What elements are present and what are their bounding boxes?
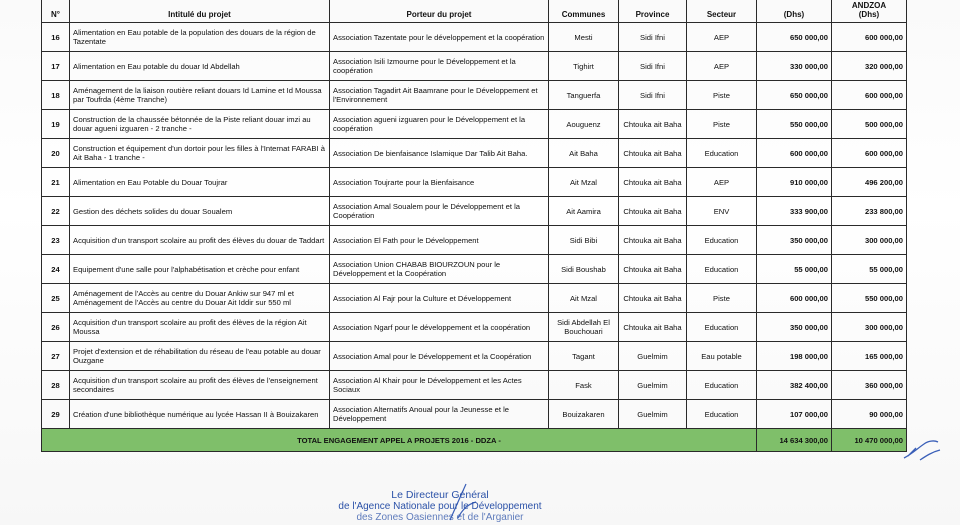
total-label: TOTAL ENGAGEMENT APPEL A PROJETS 2016 - DDZA - <box>42 429 757 452</box>
row-title: Projet d'extension et de réhabilitation du réseau de l'eau potable au douar Ouzgane <box>70 342 330 371</box>
row-province: Chtouka ait Baha <box>619 139 687 168</box>
header-cost: (Dhs) <box>757 0 832 23</box>
row-number: 20 <box>42 139 70 168</box>
row-sector: Eau potable <box>687 342 757 371</box>
row-title: Alimentation en Eau potable du douar Id Abdellah <box>70 52 330 81</box>
table-row <box>42 168 907 197</box>
row-title: Gestion des déchets solides du douar Soualem <box>70 197 330 226</box>
row-commune: Mesti <box>549 23 619 52</box>
table-row <box>42 52 907 81</box>
row-commune: Ait Mzal <box>549 168 619 197</box>
row-province: Sidi Ifni <box>619 52 687 81</box>
table-row <box>42 110 907 139</box>
row-province: Guelmim <box>619 400 687 429</box>
header-support-line1: ANDZOA <box>851 1 887 10</box>
row-commune: Sidi Abdellah El Bouchouari <box>549 313 619 342</box>
row-number: 16 <box>42 23 70 52</box>
initial-signature-mark <box>902 436 942 462</box>
row-number: 23 <box>42 226 70 255</box>
header-support <box>832 0 907 23</box>
row-title: Construction de la chaussée bétonnée de la Piste reliant douar imzi au douar agueni izguaren - 2 tranche - <box>70 110 330 139</box>
row-number: 28 <box>42 371 70 400</box>
stamp-line-1: Le Directeur Général <box>391 489 489 501</box>
row-sector: Education <box>687 313 757 342</box>
row-commune: Tighirt <box>549 52 619 81</box>
row-bearer: Association Tagadirt Ait Baamrane pour le Développement et l'Environnement <box>330 81 549 110</box>
header-province: Province <box>619 0 687 23</box>
row-bearer: Association agueni izguaren pour le Développement et la coopération <box>330 110 549 139</box>
row-commune: Ait Aamira <box>549 197 619 226</box>
row-province: Chtouka ait Baha <box>619 284 687 313</box>
table-row <box>42 313 907 342</box>
row-sector: AEP <box>687 23 757 52</box>
header-number: N° <box>42 0 70 23</box>
row-bearer: Association Al Fajr pour la Culture et Développement <box>330 284 549 313</box>
row-title: Acquisition d'un transport scolaire au profit des élèves du douar de Taddart <box>70 226 330 255</box>
row-number: 25 <box>42 284 70 313</box>
row-title: Aménagement de l'Accès au centre du Douar Ankiw sur 947 ml et Aménagement de l'Accès au centre du Douar Ait Iddir sur 550 ml <box>70 284 330 313</box>
row-number: 19 <box>42 110 70 139</box>
table-row <box>42 23 907 52</box>
stamp-line-3: des Zones Oasiennes et de l'Arganier <box>356 512 524 523</box>
row-bearer: Association Al Khair pour le Développement et les Actes Sociaux <box>330 371 549 400</box>
row-number: 27 <box>42 342 70 371</box>
header-commune: Communes <box>549 0 619 23</box>
row-province: Chtouka ait Baha <box>619 168 687 197</box>
row-province: Sidi Ifni <box>619 81 687 110</box>
row-support: 233 800,00 <box>832 197 907 226</box>
table-row <box>42 371 907 400</box>
row-cost: 107 000,00 <box>757 400 832 429</box>
row-sector: Education <box>687 226 757 255</box>
row-title: Construction et équipement d'un dortoir pour les filles à l'Internat FARABI à Ait Baha - 1 tranche - <box>70 139 330 168</box>
director-stamp <box>330 490 550 523</box>
row-cost: 550 000,00 <box>757 110 832 139</box>
row-support: 600 000,00 <box>832 23 907 52</box>
row-support: 55 000,00 <box>832 255 907 284</box>
row-cost: 910 000,00 <box>757 168 832 197</box>
row-commune: Ait Baha <box>549 139 619 168</box>
table-body <box>42 23 907 429</box>
row-support: 165 000,00 <box>832 342 907 371</box>
row-cost: 600 000,00 <box>757 284 832 313</box>
row-cost: 600 000,00 <box>757 139 832 168</box>
row-province: Sidi Ifni <box>619 23 687 52</box>
row-cost: 198 000,00 <box>757 342 832 371</box>
row-province: Chtouka ait Baha <box>619 197 687 226</box>
table-row <box>42 284 907 313</box>
row-number: 22 <box>42 197 70 226</box>
row-province: Chtouka ait Baha <box>619 255 687 284</box>
table-row <box>42 197 907 226</box>
row-cost: 650 000,00 <box>757 81 832 110</box>
row-province: Chtouka ait Baha <box>619 226 687 255</box>
row-commune: Aouguenz <box>549 110 619 139</box>
row-support: 360 000,00 <box>832 371 907 400</box>
row-cost: 382 400,00 <box>757 371 832 400</box>
projects-table <box>41 0 907 452</box>
row-number: 26 <box>42 313 70 342</box>
total-row <box>42 429 907 452</box>
row-sector: Education <box>687 139 757 168</box>
row-sector: Piste <box>687 110 757 139</box>
table-row <box>42 139 907 168</box>
row-bearer: Association Tazentate pour le développement et la coopération <box>330 23 549 52</box>
row-support: 300 000,00 <box>832 313 907 342</box>
row-bearer: Association Union CHABAB BIOURZOUN pour le Développement et la Coopération <box>330 255 549 284</box>
row-sector: Education <box>687 400 757 429</box>
row-number: 29 <box>42 400 70 429</box>
row-sector: Piste <box>687 81 757 110</box>
row-number: 18 <box>42 81 70 110</box>
row-title: Aménagement de la liaison routière reliant douars Id Lamine et Id Moussa par Toufrda (4ème Tranche) <box>70 81 330 110</box>
row-support: 550 000,00 <box>832 284 907 313</box>
header-title: Intitulé du projet <box>70 0 330 23</box>
row-support: 300 000,00 <box>832 226 907 255</box>
row-cost: 650 000,00 <box>757 23 832 52</box>
row-sector: Education <box>687 255 757 284</box>
row-title: Alimentation en Eau potable de la population des douars de la région de Tazentate <box>70 23 330 52</box>
row-bearer: Association Amal pour le Développement et la Coopération <box>330 342 549 371</box>
table-header-row <box>42 0 907 23</box>
total-support: 10 470 000,00 <box>832 429 907 452</box>
row-support: 600 000,00 <box>832 81 907 110</box>
table-row <box>42 226 907 255</box>
row-support: 600 000,00 <box>832 139 907 168</box>
row-commune: Sidi Boushab <box>549 255 619 284</box>
row-support: 496 200,00 <box>832 168 907 197</box>
header-support-line2: (Dhs) <box>858 10 880 19</box>
row-sector: AEP <box>687 168 757 197</box>
row-support: 500 000,00 <box>832 110 907 139</box>
row-support: 90 000,00 <box>832 400 907 429</box>
row-province: Guelmim <box>619 371 687 400</box>
row-title: Création d'une bibliothèque numérique au lycée Hassan II à Bouizakaren <box>70 400 330 429</box>
row-title: Equipement d'une salle pour l'alphabétisation et crèche pour enfant <box>70 255 330 284</box>
row-number: 21 <box>42 168 70 197</box>
stamp-line-2: de l'Agence Nationale pour le Développement <box>338 501 542 512</box>
row-bearer: Association El Fath pour le Développement <box>330 226 549 255</box>
row-number: 17 <box>42 52 70 81</box>
row-cost: 330 000,00 <box>757 52 832 81</box>
row-sector: Piste <box>687 284 757 313</box>
row-bearer: Association De bienfaisance Islamique Dar Talib Ait Baha. <box>330 139 549 168</box>
row-cost: 55 000,00 <box>757 255 832 284</box>
row-cost: 350 000,00 <box>757 226 832 255</box>
row-province: Guelmim <box>619 342 687 371</box>
row-support: 320 000,00 <box>832 52 907 81</box>
table-row <box>42 400 907 429</box>
row-sector: Education <box>687 371 757 400</box>
row-bearer: Association Toujrarte pour la Bienfaisance <box>330 168 549 197</box>
row-commune: Tanguerfa <box>549 81 619 110</box>
row-province: Chtouka ait Baha <box>619 313 687 342</box>
row-commune: Tagant <box>549 342 619 371</box>
row-number: 24 <box>42 255 70 284</box>
row-cost: 350 000,00 <box>757 313 832 342</box>
row-cost: 333 900,00 <box>757 197 832 226</box>
table-row <box>42 81 907 110</box>
row-commune: Sidi Bibi <box>549 226 619 255</box>
row-commune: Fask <box>549 371 619 400</box>
row-bearer: Association Isili Izmourne pour le Développement et la coopération <box>330 52 549 81</box>
row-title: Alimentation en Eau Potable du Douar Toujrar <box>70 168 330 197</box>
row-bearer: Association Ngarf pour le développement et la coopération <box>330 313 549 342</box>
row-commune: Ait Mzal <box>549 284 619 313</box>
row-sector: AEP <box>687 52 757 81</box>
total-cost: 14 634 300,00 <box>757 429 832 452</box>
row-bearer: Association Amal Soualem pour le Développement et la Coopération <box>330 197 549 226</box>
header-sector: Secteur <box>687 0 757 23</box>
row-province: Chtouka ait Baha <box>619 110 687 139</box>
row-title: Acquisition d'un transport scolaire au profit des élèves de la région Ait Moussa <box>70 313 330 342</box>
row-commune: Bouizakaren <box>549 400 619 429</box>
header-bearer: Porteur du projet <box>330 0 549 23</box>
row-bearer: Association Alternatifs Anoual pour la Jeunesse et le Développement <box>330 400 549 429</box>
row-sector: ENV <box>687 197 757 226</box>
table-row <box>42 342 907 371</box>
table-row <box>42 255 907 284</box>
row-title: Acquisition d'un transport scolaire au profit des élèves de l'enseignement secondaires <box>70 371 330 400</box>
